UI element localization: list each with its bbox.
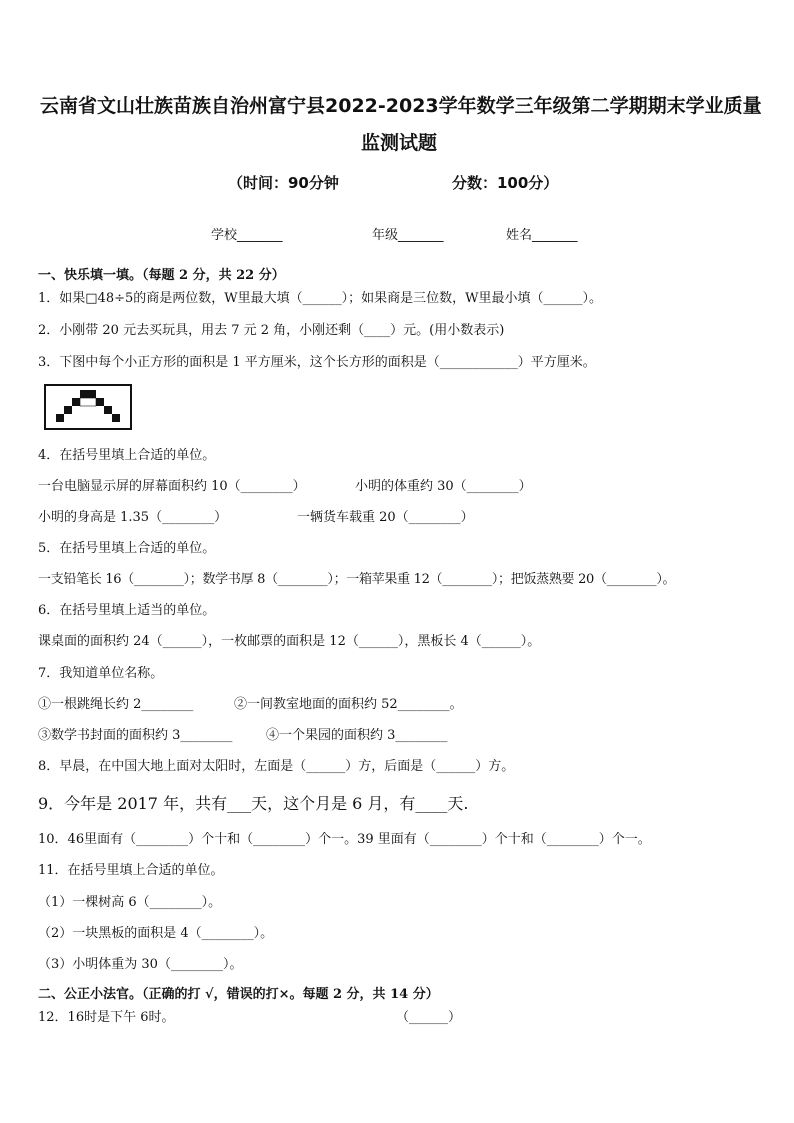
question-2: 2．小刚带 20 元去买玩具，用去 7 元 2 角，小刚还剩（____）元。(用小数表示) <box>38 323 505 338</box>
question-5a: 一支铅笔长 16（________）；数学书厚 8（________）；一箱苹果重 12（________）；把饭蒸熟要 20（________）。 <box>38 572 676 587</box>
question-7c: ③数学书封面的面积约 3________ <box>38 728 233 743</box>
question-11a: （1）一棵树高 6（________）。 <box>38 895 222 910</box>
question-9: 9．今年是 2017 年，共有___天，这个月是 6 月，有____天. <box>38 794 469 813</box>
grade-field: 年级_______ <box>372 228 444 243</box>
rectangle-grid-figure <box>44 384 132 430</box>
question-1: 1．如果□48÷5的商是两位数，W里最大填（______）；如果商是三位数，W里最小填（______）。 <box>38 291 602 306</box>
question-7a: ①一根跳绳长约 2________ <box>38 697 194 712</box>
name-field: 姓名_______ <box>506 228 578 243</box>
question-6a: 课桌面的面积约 24（______），一枚邮票的面积是 12（______），黑板长 4（______）。 <box>38 634 541 649</box>
school-field: 学校_______ <box>211 228 283 243</box>
question-11b: （2）一块黑板的面积是 4（________）。 <box>38 926 274 941</box>
question-6: 6．在括号里填上适当的单位。 <box>38 603 216 618</box>
question-7b: ②一间教室地面的面积约 52________。 <box>234 697 463 712</box>
page-title-line2: 监测试题 <box>361 132 438 154</box>
section-1-heading: 一、快乐填一填。（每题 2 分，共 22 分） <box>38 268 285 283</box>
question-7d: ④一个果园的面积约 3________ <box>266 728 448 743</box>
question-7: 7．我知道单位名称。 <box>38 666 164 681</box>
question-4b: 小明的体重约 30（________） <box>355 479 532 494</box>
question-11: 11．在括号里填上合适的单位。 <box>38 863 224 878</box>
time-label: （时间：90分钟 <box>228 174 339 192</box>
question-5: 5．在括号里填上合适的单位。 <box>38 541 216 556</box>
question-4: 4．在括号里填上合适的单位。 <box>38 448 216 463</box>
page-title-line1: 云南省文山壮族苗族自治州富宁县2022-2023学年数学三年级第二学期期末学业质量 <box>40 95 762 117</box>
section-2-heading: 二、公正小法官。（正确的打 √，错误的打×。每题 2 分，共 14 分） <box>38 987 439 1002</box>
question-12-answer-blank: （______） <box>396 1010 462 1025</box>
score-label: 分数：100分） <box>452 174 559 192</box>
question-4d: 一辆货车载重 20（________） <box>297 510 474 525</box>
question-3: 3．下图中每个小正方形的面积是 1 平方厘米，这个长方形的面积是（____________）平方厘米。 <box>38 355 596 370</box>
question-11c: （3）小明体重为 30（________）。 <box>38 957 243 972</box>
question-4c: 小明的身高是 1.35（________） <box>38 510 228 525</box>
question-4a: 一台电脑显示屏的屏幕面积约 10（________） <box>38 479 306 494</box>
question-8: 8．早晨，在中国大地上面对太阳时，左面是（______）方，后面是（______）方。 <box>38 759 515 774</box>
question-12: 12．16时是下午 6时。 <box>38 1010 175 1025</box>
question-10: 10．46里面有（________）个十和（________）个一。39 里面有（________）个十和（________）个一。 <box>38 832 651 847</box>
